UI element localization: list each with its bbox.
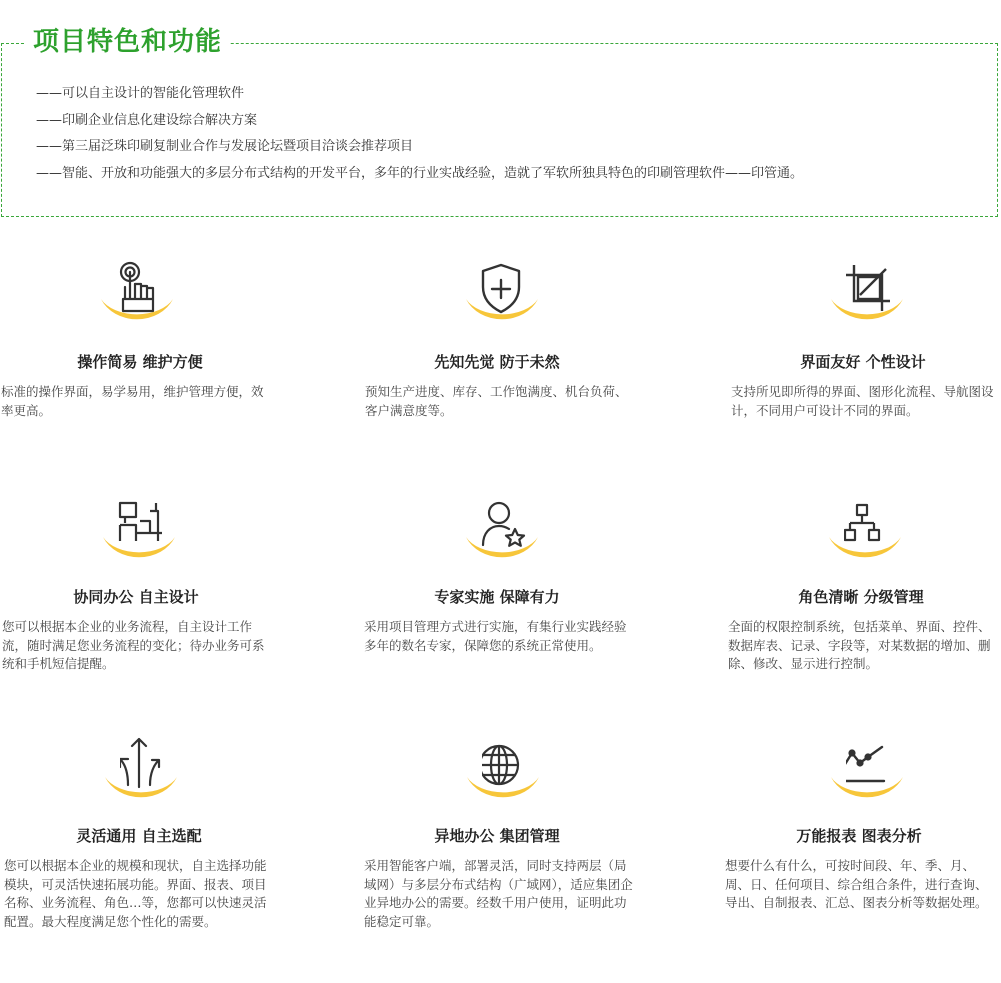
feature-title: 异地办公 集团管理 — [434, 827, 560, 845]
feature-title: 万能报表 图表分析 — [796, 827, 922, 845]
intro-line: ——智能、开放和功能强大的多层分布式结构的开发平台，多年的行业实战经验，造就了军软所独具特色的印刷管理软件——印管通。 — [36, 165, 804, 181]
line-chart-icon — [825, 733, 915, 823]
globe-icon — [461, 733, 551, 823]
intro-line: ——第三届泛珠印刷复制业合作与发展论坛暨项目洽谈会推荐项目 — [36, 139, 414, 154]
feature-desc: 支持所见即所得的界面、图形化流程、导航图设计，不同用户可设计不同的界面。 — [731, 384, 994, 418]
feature-title: 协同办公 自主设计 — [73, 588, 199, 606]
feature-title: 灵活通用 自主选配 — [76, 827, 202, 845]
feature-title: 界面友好 个性设计 — [800, 353, 926, 371]
branch-arrows-icon — [99, 733, 189, 823]
office-desk-icon — [97, 493, 187, 583]
feature-desc: 想要什么有什么，可按时间段、年、季、月、周、日、任何项目、综合组合条件，进行查询、导出、自制报表、汇总、图表分析等数据处理。 — [725, 858, 988, 910]
feature-title: 先知先觉 防于未然 — [434, 353, 560, 371]
feature-desc: 您可以根据本企业的规模和现状，自主选择功能模块，可灵活快速拓展功能。界面、报表、项目名称、业务流程、角色…等，您都可以快速灵活配置。最大程度满足您个性化的需要。 — [4, 858, 267, 929]
feature-title: 操作简易 维护方便 — [77, 353, 203, 371]
feature-desc: 预知生产进度、库存、工作饱满度、机台负荷、客户满意度等。 — [365, 384, 628, 418]
shield-plus-icon — [460, 255, 550, 345]
feature-desc: 标准的操作界面，易学易用，维护管理方便，效率更高。 — [1, 384, 264, 418]
crop-icon — [825, 255, 915, 345]
feature-desc: 您可以根据本企业的业务流程，自主设计工作流，随时满足您业务流程的变化；待办业务可系统和手机短信提醒。 — [2, 619, 265, 671]
feature-desc: 采用智能客户端，部署灵活，同时支持两层（局域网）与多层分布式结构（广域网），适应集团企业异地办公的需要。经数千用户使用，证明此功能稳定可靠。 — [364, 858, 633, 929]
user-star-icon — [460, 493, 550, 583]
intro-list — [36, 81, 803, 187]
intro-line: ——可以自主设计的智能化管理软件 — [36, 86, 245, 101]
feature-desc: 全面的权限控制系统，包括菜单、界面、控件、数据库表、记录、字段等，对某数据的增加、删除、修改、显示进行控制。 — [728, 619, 991, 671]
hierarchy-icon — [823, 493, 913, 583]
touch-hand-icon — [95, 255, 185, 345]
feature-desc: 采用项目管理方式进行实施，有集行业实践经验多年的数名专家，保障您的系统正常使用。 — [364, 619, 627, 653]
section-title: 项目特色和功能 — [25, 25, 230, 59]
feature-title: 角色清晰 分级管理 — [798, 588, 924, 606]
feature-title: 专家实施 保障有力 — [434, 588, 560, 606]
intro-line: ——印刷企业信息化建设综合解决方案 — [36, 112, 258, 128]
